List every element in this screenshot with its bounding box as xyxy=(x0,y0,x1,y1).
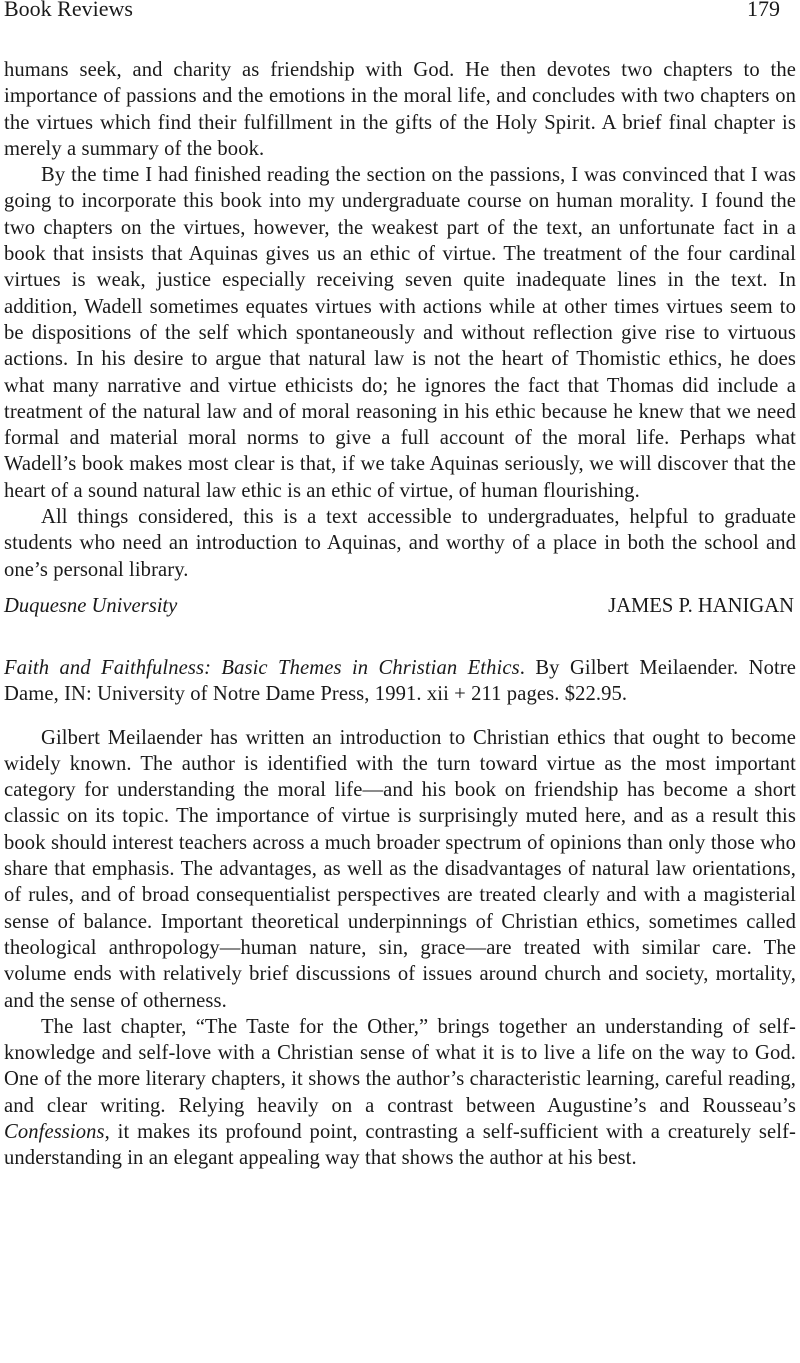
review-1-paragraph-2: By the time I had finished reading the section on the passions, I was convinced that I was going to incorporate this book into my undergraduate course on human morality. I found the two chapters on the virtues, however, the weakest part of the text, an unfortunate fact in a book that insists that Aquinas gives us an ethic of virtue. The treatment of the four cardinal virtues is weak, justice especially receiving seven quite inadequate lines in the text. In addition, Wadell sometimes equates virtues with actions while at other times virtues seem to be dispositions of the self which spontaneously and without reflection give rise to virtuous actions. In his desire to argue that natural law is not the heart of Thomistic ethics, he does what many narrative and virtue ethicists do; he ignores the fact that Thomas did include a treatment of the natural law and of moral reasoning in his ethic because he knew that we need formal and material moral norms to give a full account of the moral life. Perhaps what Wadell’s book makes most clear is that, if we take Aquinas seriously, we will discover that the heart of a sound natural law ethic is an ethic of virtue, of human flourishing. xyxy=(4,164,796,502)
reviewer-name: JAMES P. HANIGAN xyxy=(608,594,794,617)
review-1-signature xyxy=(4,593,796,619)
reviewer-affiliation: Duquesne University xyxy=(4,594,178,617)
review-2-paragraph-2 xyxy=(4,1014,796,1172)
review-1-paragraph-1: humans seek, and charity as friendship with God. He then devotes two chapters to the importance of passions and the emotions in the moral life, and concludes with two chapters on the virtues which find their fulfillment in the gifts of the Holy Spirit. A brief final chapter is merely a summary of the book. xyxy=(4,59,796,160)
review-1 xyxy=(4,57,796,619)
review-2-paragraph-1: Gilbert Meilaender has written an introduction to Christian ethics that ought to become widely known. The author is identified with the turn toward virtue as the most important category for understanding the moral life—and his book on friendship has become a short classic on its topic. The importance of virtue is surprisingly muted here, and as a result this book should interest teachers across a much broader spectrum of opinions than only those who share that emphasis. The advantages, as well as the disadvantages of natural law orientations, of rules, and of broad consequentialist perspectives are treated clearly and with a magisterial sense of balance. Important theoretical underpinnings of Christian ethics, sometimes called theological anthropology—human nature, sin, grace—are treated with similar care. The volume ends with relatively brief discussions of issues around church and society, mortality, and the sense of otherness. xyxy=(4,726,796,1012)
book-title: Faith and Faithfulness: Basic Themes in Christian Ethics xyxy=(4,656,520,679)
page-number: 179 xyxy=(747,0,780,21)
book-citation xyxy=(4,655,796,708)
review-2 xyxy=(4,655,796,1172)
section-title: Book Reviews xyxy=(4,0,133,21)
review-1-paragraph-3: All things considered, this is a text accessible to undergraduates, helpful to graduate students who need an introduction to Aquinas, and worthy of a place in both the school and one’s personal library. xyxy=(4,506,796,581)
paragraph-2-text-end: , it makes its profound point, contrasting a self-sufficient with a creaturely self-understanding in an elegant appealing way that shows the author at his best. xyxy=(4,1120,796,1170)
confessions-title: Confessions xyxy=(4,1120,105,1143)
paragraph-2-text-start: The last chapter, “The Taste for the Other,” brings together an understanding of self-knowledge and self-love with a Christian sense of what it is to live a life on the way to God. One of the more literary chapters, it shows the author’s characteristic learning, careful reading, and clear writing. Relying heavily on a contrast between Augustine’s and Rousseau’s xyxy=(4,1015,796,1117)
book-details: . By Gilbert Meilaender. Notre Dame, IN: University of Notre Dame Press, 1991. xii + 211 pages. $22.95. xyxy=(4,656,797,706)
running-head xyxy=(4,0,796,22)
